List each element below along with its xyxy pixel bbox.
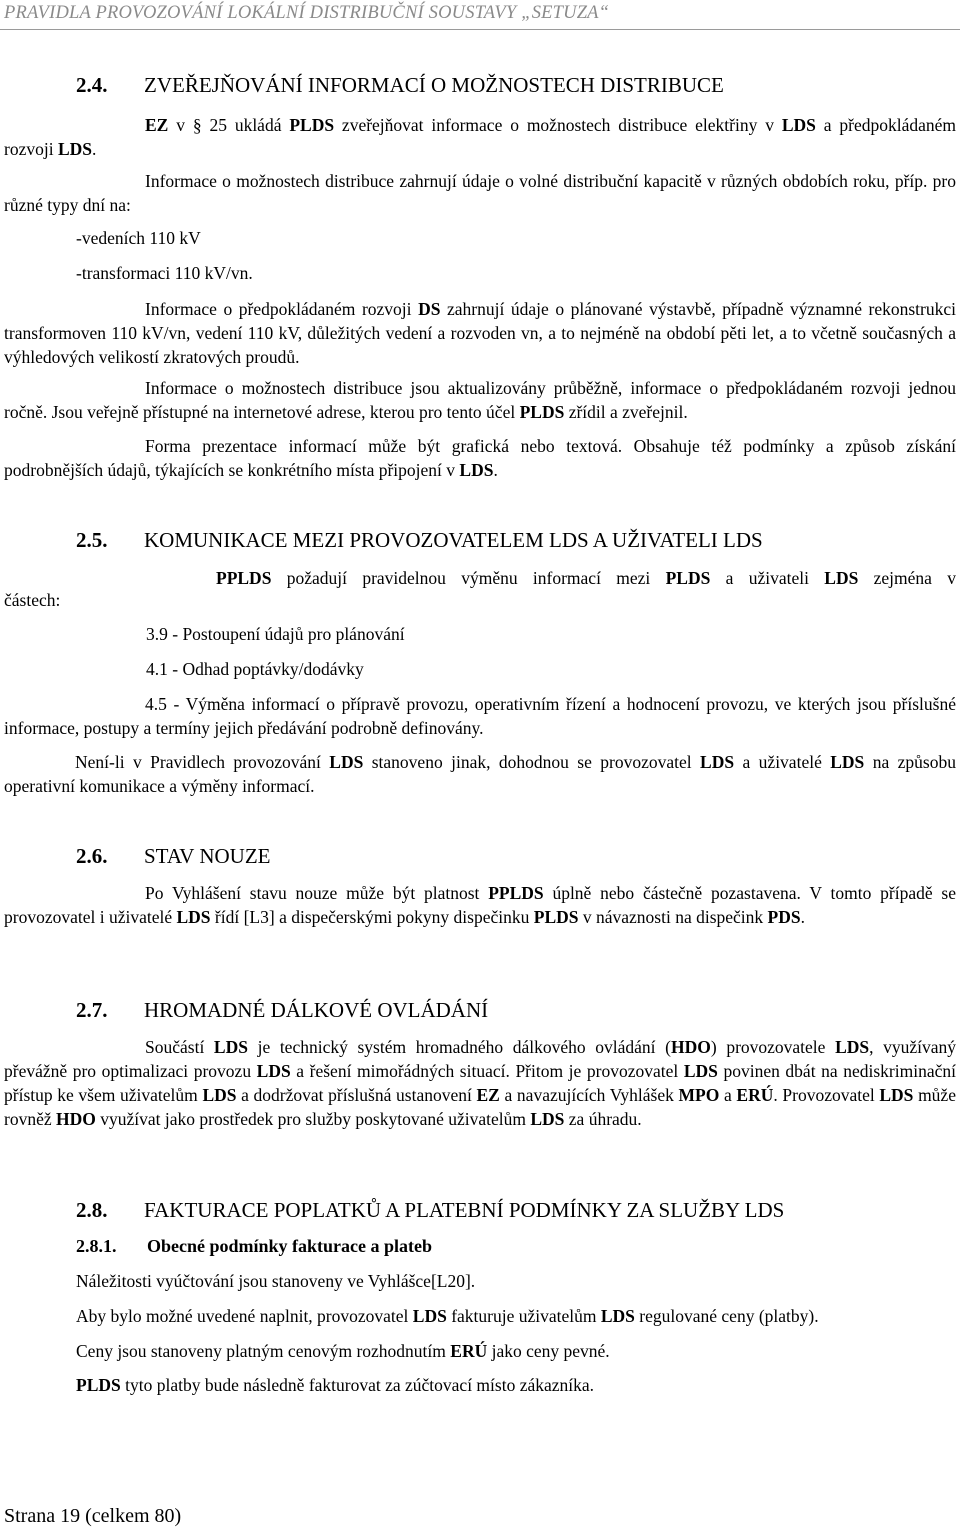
subsection-2-8-1-heading — [76, 1236, 433, 1257]
section-title: FAKTURACE POPLATKŮ A PLATEBNÍ PODMÍNKY ZA SLUŽBY LDS — [144, 1198, 785, 1222]
paragraph: Součástí LDS je technický systém hromadného dálkového ovládání (HDO) provozovatele LDS, využívaný převážně pro optimalizaci provozu LDS a řešení mimořádných situací. Přitom je provozovatel LDS povinen dbát na nediskriminační přístup ke všem uživatelům LDS a dodržovat příslušná ustanovení EZ a navazujících Vyhlášek MPO a ERÚ. Provozovatel LDS může rovněž HDO využívat jako prostředek pro služby poskytované uživatelům LDS za úhradu. — [4, 1037, 956, 1129]
paragraph: Ceny jsou stanoveny platným cenovým rozhodnutím ERÚ jako ceny pevné. — [76, 1341, 610, 1361]
paragraph: Aby bylo možné uvedené naplnit, provozovatel LDS fakturuje uživatelům LDS regulované ceny (platby). — [76, 1306, 819, 1326]
paragraph-continuation: částech: — [4, 590, 61, 610]
section-title: KOMUNIKACE MEZI PROVOZOVATELEM LDS A UŽIVATELI LDS — [144, 528, 763, 552]
paragraph: PPLDS požadují pravidelnou výměnu informací mezi PLDS a uživateli LDS zejména v — [216, 568, 956, 588]
section-title: STAV NOUZE — [144, 844, 271, 868]
list-item: -vedeních 110 kV — [76, 228, 201, 248]
paragraph: PLDS tyto platby bude následně fakturovat za zúčtovací místo zákazníka. — [76, 1375, 595, 1395]
section-number: 2.6. — [76, 844, 108, 868]
list-item: -transformaci 110 kV/vn. — [76, 263, 253, 283]
section-number: 2.7. — [76, 998, 108, 1022]
list-item: 4.1 - Odhad poptávky/dodávky — [146, 659, 364, 679]
section-number: 2.5. — [76, 528, 108, 552]
paragraph: Informace o předpokládaném rozvoji DS zahrnují údaje o plánované výstavbě, případně významné rekonstrukci transformoven 110 kV/vn, vedení 110 kV, důležitých vedení a rozvoden vn, a to nejméně na období pěti let, a to včetně současných a výhledových velikostí zkratových proudů. — [4, 299, 957, 367]
paragraph: Forma prezentace informací může být grafická nebo textová. Obsahuje též podmínky a způsob získání podrobnějších údajů, týkajících se konkrétního místa připojení v LDS. — [4, 436, 956, 480]
section-title: HROMADNÉ DÁLKOVÉ OVLÁDÁNÍ — [144, 998, 489, 1022]
paragraph: Informace o možnostech distribuce jsou aktualizovány průběžně, informace o předpokládaném rozvoji jednou ročně. Jsou veřejně přístupné na internetové adrese, kterou pro tento účel PLDS zřídil a zveřejnil. — [4, 378, 956, 422]
paragraph: Náležitosti vyúčtování jsou stanoveny ve Vyhlášce[L20]. — [76, 1271, 476, 1291]
section-number: 2.8. — [76, 1198, 108, 1222]
paragraph: Informace o možnostech distribuce zahrnují údaje o volné distribuční kapacitě v různých obdobích roku, příp. pro různé typy dní na: — [4, 171, 956, 215]
subsection-title: Obecné podmínky fakturace a plateb — [147, 1236, 433, 1256]
header-rule — [0, 29, 960, 30]
section-number: 2.4. — [76, 73, 108, 97]
list-item: 3.9 - Postoupení údajů pro plánování — [146, 624, 405, 644]
paragraph: Není-li v Pravidlech provozování LDS stanoveno jinak, dohodnou se provozovatel LDS a uživatelé LDS na způsobu operativní komunikace a výměny informací. — [4, 752, 956, 796]
page-footer: Strana 19 (celkem 80) — [4, 1505, 182, 1527]
list-item: 4.5 - Výměna informací o přípravě provozu, operativním řízení a hodnocení provozu, ve kterých jsou příslušné informace, postupy a termíny jejich předávání podrobně definovány. — [4, 694, 956, 738]
running-header: PRAVIDLA PROVOZOVÁNÍ LOKÁLNÍ DISTRIBUČNÍ SOUSTAVY „SETUZA“ — [4, 3, 610, 23]
paragraph: EZ v § 25 ukládá PLDS zveřejňovat informace o možnostech distribuce elektřiny v LDS a předpokládaném rozvoji LDS. — [4, 115, 956, 159]
section-title: ZVEŘEJŇOVÁNÍ INFORMACÍ O MOŽNOSTECH DISTRIBUCE — [144, 73, 724, 97]
subsection-number: 2.8.1. — [76, 1236, 117, 1256]
paragraph: Po Vyhlášení stavu nouze může být platnost PPLDS úplně nebo částečně pozastavena. V tomto případě se provozovatel i uživatelé LDS řídí [L3] a dispečerskými pokyny dispečinku PLDS v návaznosti na dispečink PDS. — [4, 883, 956, 927]
